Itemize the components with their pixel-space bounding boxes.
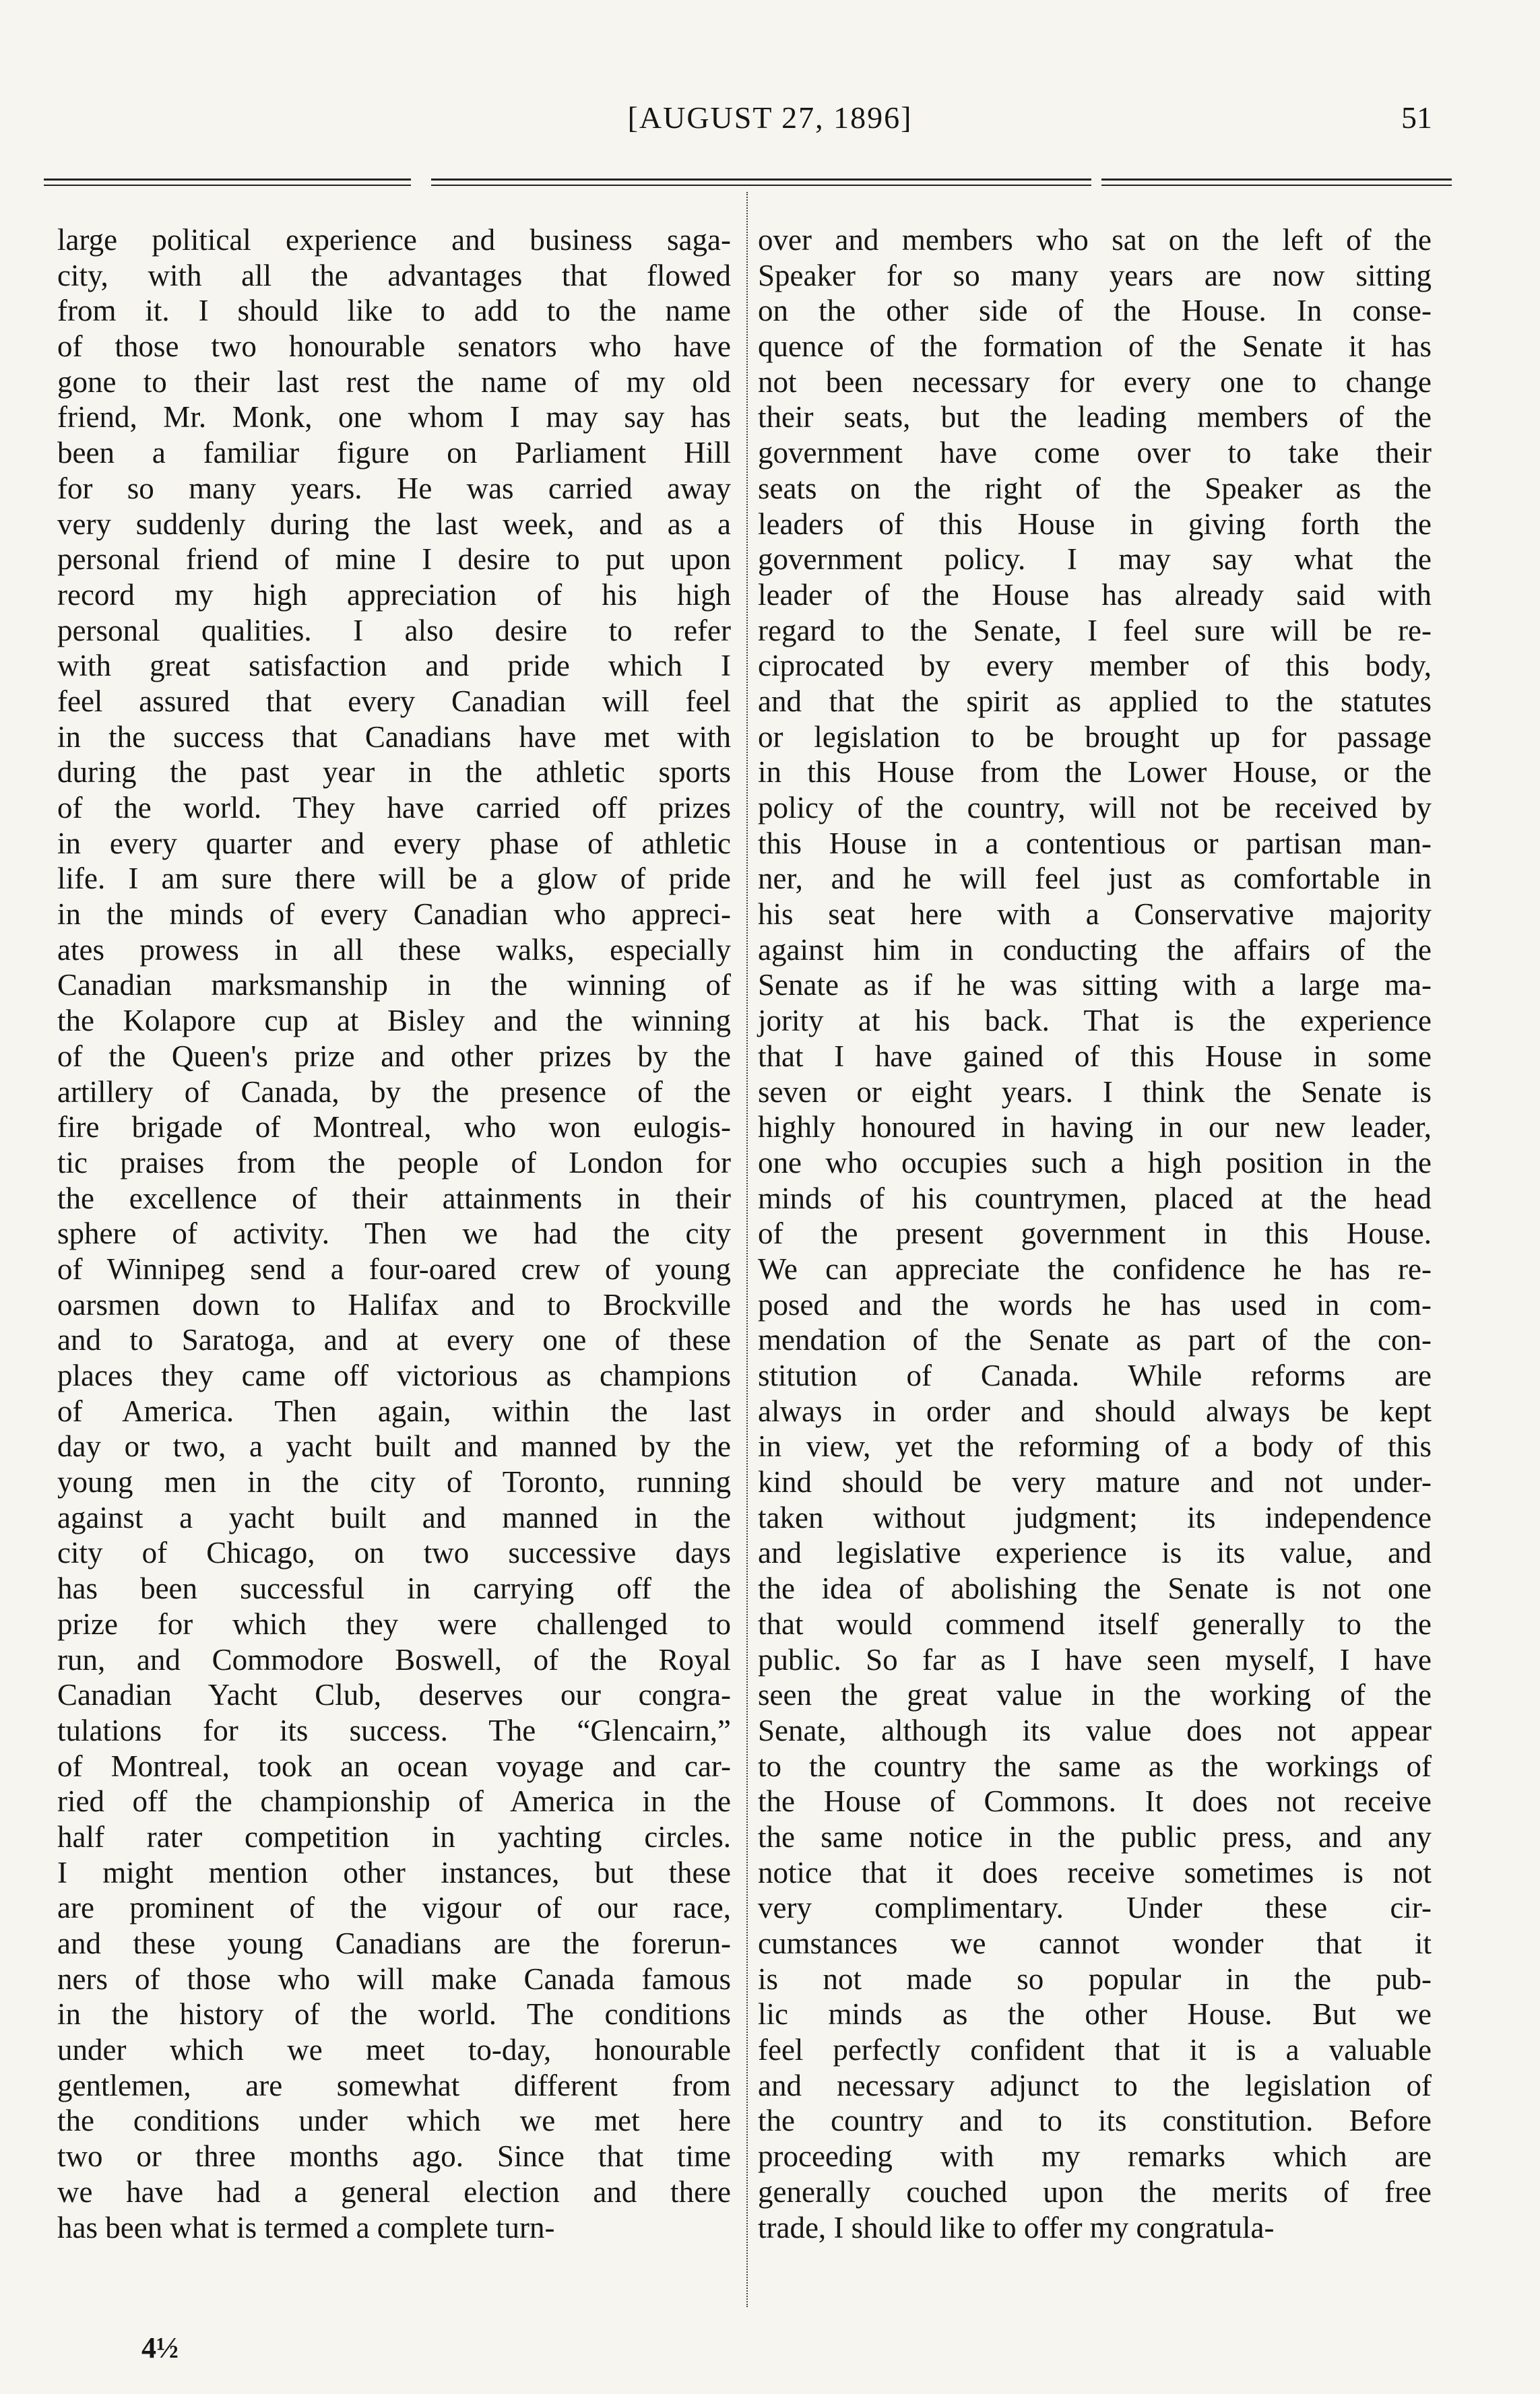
text-line: large political experience and business saga- [57, 223, 731, 257]
text-line: half rater competition in yachting circles. [57, 1819, 731, 1854]
text-line: is not made so popular in the pub- [758, 1962, 1432, 1996]
text-line: mendation of the Senate as part of the con- [758, 1323, 1432, 1357]
text-line: public. So far as I have seen myself, I have [758, 1642, 1432, 1677]
text-line: that I have gained of this House in some [758, 1039, 1432, 1073]
text-line: in this House from the Lower House, or the [758, 755, 1432, 789]
text-line: during the past year in the athletic sports [57, 755, 731, 789]
text-line: tic praises from the people of London for [57, 1145, 731, 1179]
text-line: highly honoured in having in our new leader, [758, 1110, 1432, 1144]
text-line: taken without judgment; its independence [758, 1500, 1432, 1534]
text-line: life. I am sure there will be a glow of pride [57, 862, 731, 896]
text-line: regard to the Senate, I feel sure will be re- [758, 613, 1432, 647]
text-line: from it. I should like to add to the name [57, 294, 731, 328]
text-line: of America. Then again, within the last [57, 1394, 731, 1428]
text-line: notice that it does receive sometimes is not [758, 1855, 1432, 1889]
text-line: and necessary adjunct to the legislation of [758, 2068, 1432, 2102]
text-line: kind should be very mature and not under- [758, 1465, 1432, 1499]
text-line: in the history of the world. The conditions [57, 1997, 731, 2032]
text-line: of Montreal, took an ocean voyage and car- [57, 1749, 731, 1783]
page-number: 51 [1401, 100, 1432, 135]
text-line: friend, Mr. Monk, one whom I may say has [57, 400, 731, 434]
text-line: his seat here with a Conservative majority [758, 897, 1432, 932]
text-line: lic minds as the other House. But we [758, 1997, 1432, 2032]
text-line: city of Chicago, on two successive days [57, 1536, 731, 1570]
text-line: day or two, a yacht built and manned by the [57, 1429, 731, 1464]
text-line: under which we meet to-day, honourable [57, 2033, 731, 2067]
text-line: or legislation to be brought up for passage [758, 719, 1432, 754]
text-line: the conditions under which we met here [57, 2104, 731, 2138]
text-line: personal friend of mine I desire to put upon [57, 542, 731, 577]
text-line: their seats, but the leading members of the [758, 400, 1432, 434]
text-line: trade, I should like to offer my congratula- [758, 2210, 1275, 2244]
text-line: places they came off victorious as champions [57, 1359, 731, 1392]
text-line: with great satisfaction and pride which I [57, 649, 731, 683]
text-line: very suddenly during the last week, and as a [57, 507, 731, 541]
text-line: ciprocated by every member of this body, [758, 649, 1432, 683]
text-line: leaders of this House in giving forth the [758, 507, 1432, 541]
text-line: very complimentary. Under these cir- [758, 1891, 1432, 1925]
text-line: feel assured that every Canadian will feel [57, 684, 731, 718]
text-line: We can appreciate the confidence he has re- [758, 1252, 1432, 1286]
text-line: of the world. They have carried off prizes [57, 791, 731, 824]
printer-signature-mark: 4½ [141, 2331, 179, 2364]
text-line: on the other side of the House. In conse- [758, 294, 1432, 328]
text-line: tulations for its success. The “Glencairn,” [57, 1713, 731, 1747]
text-line: Canadian marksmanship in the winning of [57, 968, 731, 1002]
header-rule [44, 179, 411, 186]
text-line: against a yacht built and manned in the [57, 1500, 731, 1534]
text-line: minds of his countrymen, placed at the head [758, 1181, 1432, 1215]
text-line: seen the great value in the working of the [758, 1678, 1432, 1712]
text-line: the Kolapore cup at Bisley and the winning [57, 1004, 731, 1038]
text-line: seven or eight years. I think the Senate is [758, 1074, 1432, 1109]
text-line: Senate as if he was sitting with a large ma- [758, 968, 1432, 1002]
text-line: the same notice in the public press, and any [758, 1819, 1432, 1854]
text-line: I might mention other instances, but these [57, 1855, 731, 1889]
text-line: that would commend itself generally to the [758, 1607, 1432, 1641]
header-rule [748, 179, 1091, 186]
text-line: this House in a contentious or partisan man- [758, 826, 1432, 860]
text-line: in the minds of every Canadian who appreci- [57, 897, 731, 932]
text-line: city, with all the advantages that flowed [57, 258, 731, 292]
text-line: not been necessary for every one to change [758, 364, 1432, 399]
text-line: cumstances we cannot wonder that it [758, 1927, 1432, 1960]
text-line: against him in conducting the affairs of the [758, 932, 1432, 967]
text-line: ners of those who will make Canada famous [57, 1962, 731, 1996]
text-line: government policy. I may say what the [758, 542, 1432, 577]
text-line: proceeding with my remarks which are [758, 2139, 1432, 2174]
text-line: Senate, although its value does not appear [758, 1713, 1432, 1747]
text-line: young men in the city of Toronto, running [57, 1465, 731, 1499]
text-line: prize for which they were challenged to [57, 1607, 731, 1641]
text-line: of those two honourable senators who have [57, 329, 731, 364]
left-text-column [57, 222, 731, 2245]
text-line: the country and to its constitution. Before [758, 2104, 1432, 2138]
text-line: of Winnipeg send a four-oared crew of young [57, 1252, 731, 1286]
text-line: and to Saratoga, and at every one of these [57, 1323, 731, 1357]
text-line: been a familiar figure on Parliament Hill [57, 436, 731, 470]
text-line: in the success that Canadians have met with [57, 719, 731, 754]
text-line: the idea of abolishing the Senate is not one [758, 1572, 1432, 1606]
text-line: gone to their last rest the name of my old [57, 364, 731, 399]
text-line: for so many years. He was carried away [57, 471, 731, 505]
text-line: stitution of Canada. While reforms are [758, 1359, 1432, 1392]
text-line: oarsmen down to Halifax and to Brockville [57, 1287, 731, 1322]
page-header [0, 100, 1540, 154]
text-line: the House of Commons. It does not receive [758, 1784, 1432, 1819]
text-line: quence of the formation of the Senate it has [758, 329, 1432, 364]
text-line: policy of the country, will not be received by [758, 791, 1432, 824]
text-line: always in order and should always be kept [758, 1394, 1432, 1428]
text-line: gentlemen, are somewhat different from [57, 2068, 731, 2102]
text-line: and that the spirit as applied to the statutes [758, 684, 1432, 718]
text-line: over and members who sat on the left of the [758, 223, 1432, 257]
text-line: ner, and he will feel just as comfortable in [758, 862, 1432, 896]
header-rule [1101, 179, 1452, 186]
right-text-column [758, 222, 1432, 2245]
text-line: run, and Commodore Boswell, of the Royal [57, 1642, 731, 1677]
text-line: the excellence of their attainments in their [57, 1181, 731, 1215]
text-line: personal qualities. I also desire to refer [57, 613, 731, 647]
text-line: jority at his back. That is the experience [758, 1004, 1432, 1038]
text-line: ates prowess in all these walks, especially [57, 932, 731, 967]
text-line: has been successful in carrying off the [57, 1572, 731, 1606]
text-line: of the Queen's prize and other prizes by the [57, 1039, 731, 1073]
text-line: two or three months ago. Since that time [57, 2139, 731, 2174]
text-line: and these young Canadians are the forerun- [57, 1927, 731, 1960]
text-line: generally couched upon the merits of free [758, 2174, 1432, 2209]
text-line: posed and the words he has used in com- [758, 1287, 1432, 1322]
text-line: record my high appreciation of his high [57, 577, 731, 612]
text-line: government have come over to take their [758, 436, 1432, 470]
text-line: sphere of activity. Then we had the city [57, 1217, 731, 1251]
text-line: fire brigade of Montreal, who won eulogis- [57, 1110, 731, 1144]
header-rule [431, 179, 748, 186]
text-line: are prominent of the vigour of our race, [57, 1891, 731, 1925]
text-line: one who occupies such a high position in the [758, 1145, 1432, 1179]
text-line: artillery of Canada, by the presence of the [57, 1074, 731, 1109]
text-line: in view, yet the reforming of a body of this [758, 1429, 1432, 1464]
text-line: seats on the right of the Speaker as the [758, 471, 1432, 505]
running-head-date: [AUGUST 27, 1896] [627, 100, 913, 135]
text-line: ried off the championship of America in the [57, 1784, 731, 1819]
text-line: of the present government in this House. [758, 1217, 1432, 1251]
text-line: and legislative experience is its value, and [758, 1536, 1432, 1570]
text-line: in every quarter and every phase of athletic [57, 826, 731, 860]
text-line: leader of the House has already said with [758, 577, 1432, 612]
column-divider [746, 192, 748, 2307]
text-line: feel perfectly confident that it is a valuable [758, 2033, 1432, 2067]
text-line: has been what is termed a complete turn- [57, 2210, 555, 2244]
text-line: Speaker for so many years are now sitting [758, 258, 1432, 292]
text-line: to the country the same as the workings of [758, 1749, 1432, 1783]
text-line: we have had a general election and there [57, 2174, 731, 2209]
text-line: Canadian Yacht Club, deserves our congra- [57, 1678, 731, 1712]
